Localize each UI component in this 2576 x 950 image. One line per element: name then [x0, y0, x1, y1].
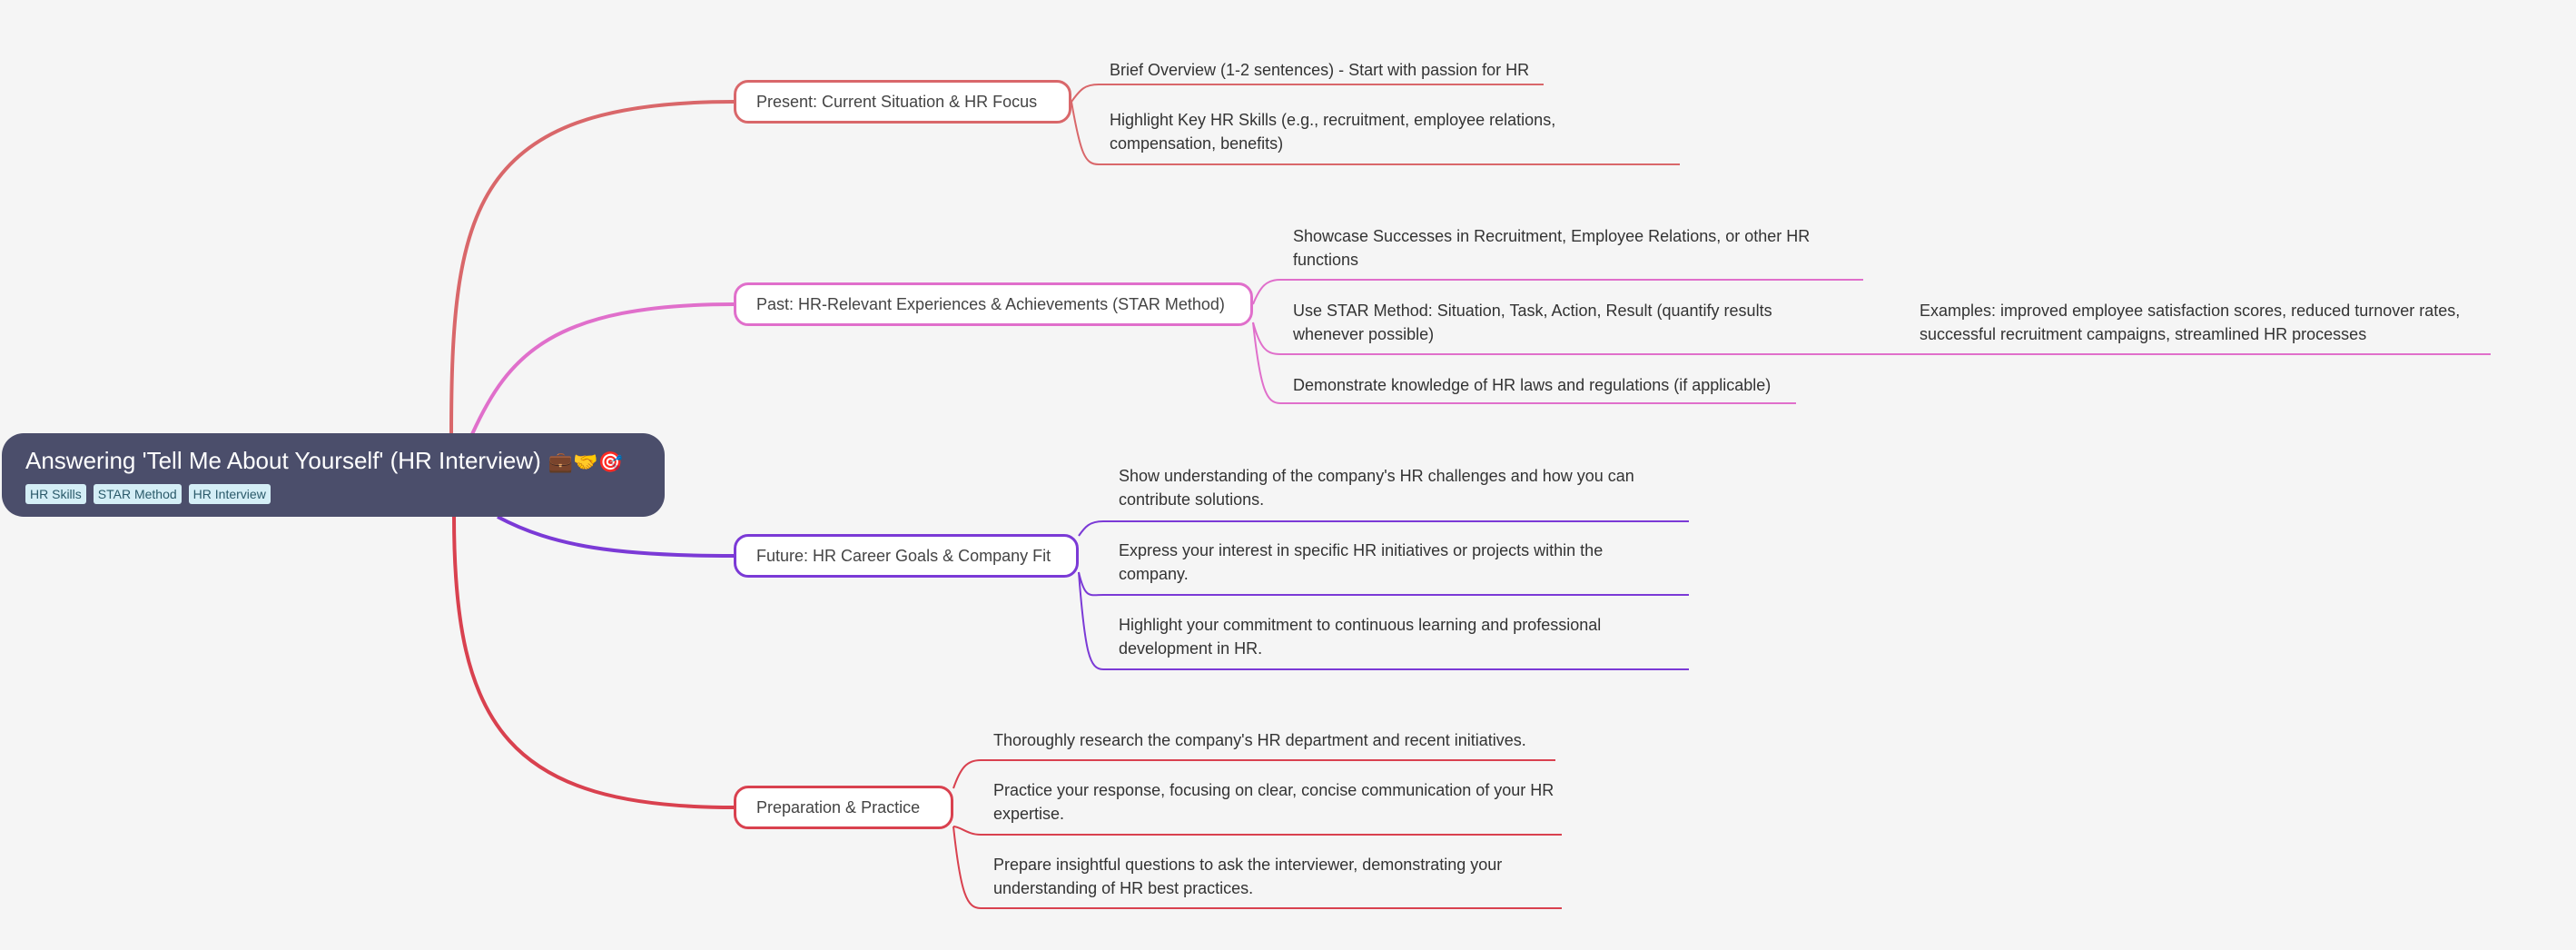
briefcase-handshake-target-icon: 💼🤝🎯 [548, 450, 623, 473]
leaf-prep-2[interactable]: Practice your response, focusing on clear, concise communication of your HR expertise. [993, 781, 1554, 823]
leaf-present-1[interactable]: Brief Overview (1-2 sentences) - Start with passion for HR [1110, 61, 1530, 79]
connector-present-1 [1071, 84, 1544, 102]
tag-star-method[interactable]: STAR Method [94, 484, 182, 504]
leaf-past-2[interactable]: Use STAR Method: Situation, Task, Action, Result (quantify results whenever possible) [1293, 302, 1772, 343]
root-title: Answering 'Tell Me About Yourself' (HR Interview) [25, 447, 541, 474]
leaf-present-2[interactable]: Highlight Key HR Skills (e.g., recruitment, employee relations, compensation, benefits) [1110, 111, 1556, 153]
leaf-prep-1[interactable]: Thoroughly research the company's HR department and recent initiatives. [993, 731, 1526, 749]
connector-future-1 [1079, 521, 1689, 536]
branch-past[interactable]: Past: HR-Relevant Experiences & Achievements (STAR Method) [734, 282, 1253, 326]
leaf-future-2[interactable]: Express your interest in specific HR initiatives or projects within the company. [1119, 541, 1604, 583]
tag-hr-interview[interactable]: HR Interview [189, 484, 271, 504]
branch-present[interactable]: Present: Current Situation & HR Focus [734, 80, 1071, 124]
leaf-past-2-detail[interactable]: Examples: improved employee satisfaction scores, reduced turnover rates, successful recruitment campaigns, streamlined HR processes [1920, 302, 2461, 343]
connector-root-future [498, 517, 734, 556]
tag-hr-skills[interactable]: HR Skills [25, 484, 86, 504]
connector-root-past [472, 304, 734, 434]
leaf-future-3[interactable]: Highlight your commitment to continuous learning and professional development in HR. [1119, 616, 1602, 658]
leaf-future-1[interactable]: Show understanding of the company's HR challenges and how you can contribute solutions. [1119, 467, 1634, 509]
root-tags [25, 484, 641, 504]
connector-prep-2 [953, 826, 1562, 835]
leaf-past-3[interactable]: Demonstrate knowledge of HR laws and regulations (if applicable) [1293, 376, 1772, 394]
root-title-row [25, 444, 641, 479]
branch-future[interactable]: Future: HR Career Goals & Company Fit [734, 534, 1079, 578]
connector-root-present [451, 102, 734, 436]
root-topic[interactable] [2, 433, 665, 517]
connector-root-prep [454, 517, 734, 807]
leaf-prep-3[interactable]: Prepare insightful questions to ask the interviewer, demonstrating your understanding of HR best practices. [993, 856, 1503, 897]
branch-preparation[interactable]: Preparation & Practice [734, 786, 953, 829]
leaf-past-1[interactable]: Showcase Successes in Recruitment, Employee Relations, or other HR functions [1293, 227, 1811, 269]
